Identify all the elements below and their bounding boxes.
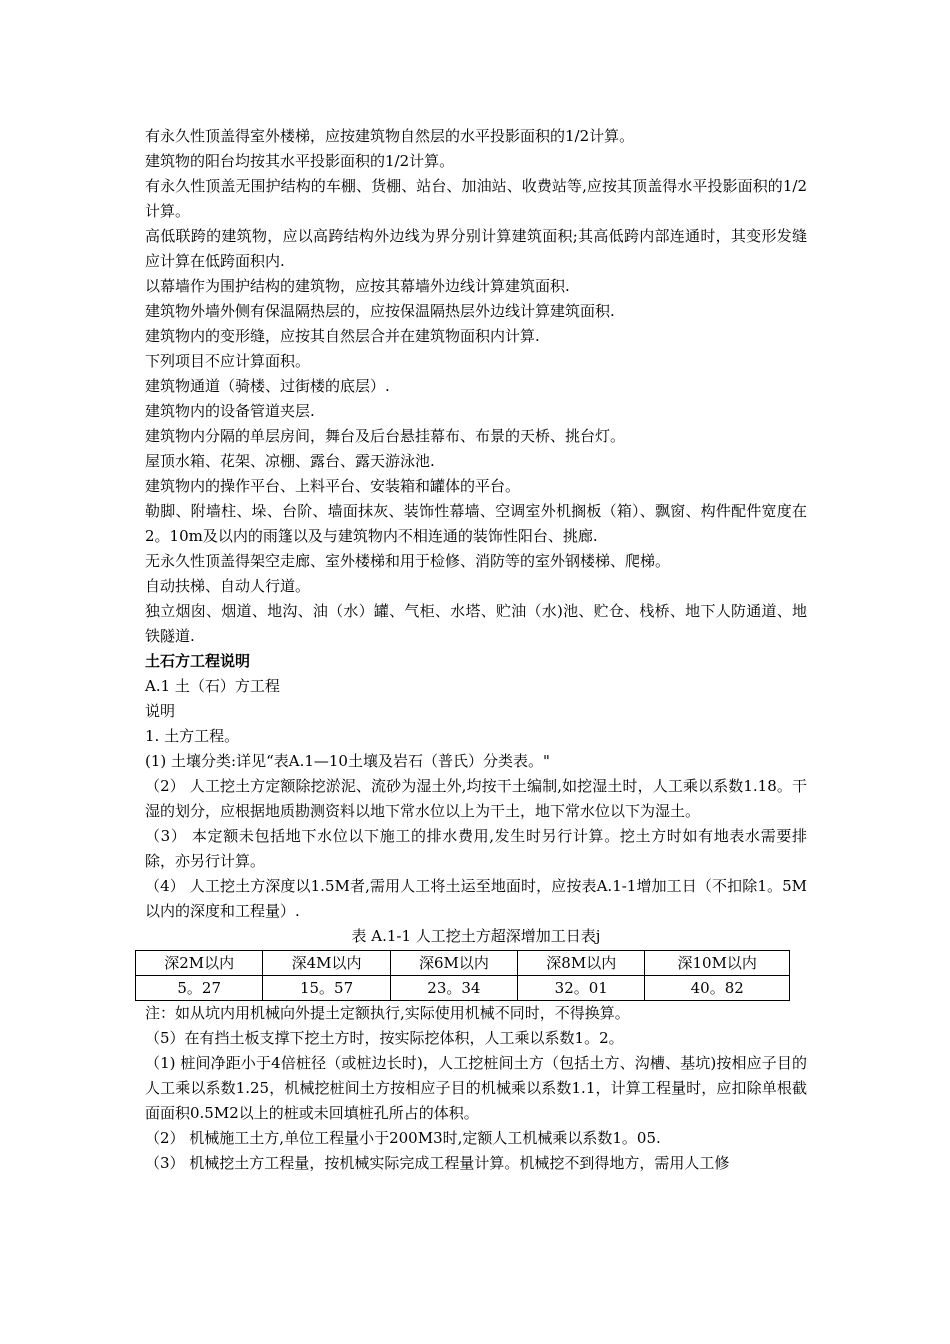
paragraph: 以幕墙作为围护结构的建筑物，应按其幕墙外边线计算建筑面积. xyxy=(145,277,570,295)
table-header-cell: 深10M以内 xyxy=(645,951,790,976)
table-cell: 5。27 xyxy=(136,976,263,1001)
paragraph: 建筑物的阳台均按其水平投影面积的1/2计算。 xyxy=(145,152,455,170)
table-caption: 表 A.1-1 人工挖土方超深增加工日表j xyxy=(351,927,601,945)
paragraph: 建筑物内的设备管道夹层. xyxy=(145,402,315,420)
table-header-cell: 深4M以内 xyxy=(263,951,390,976)
paragraph: 建筑物外墙外侧有保温隔热层的，应按保温隔热层外边线计算建筑面积. xyxy=(145,302,615,320)
table-cell: 23。34 xyxy=(390,976,517,1001)
table-header-cell: 深8M以内 xyxy=(518,951,645,976)
paragraph: （5）在有挡土板支撑下挖土方时，按实际挖体积，人工乘以系数1。2。 xyxy=(145,1029,624,1047)
paragraph: A.1 土（石）方工程 xyxy=(145,677,280,695)
table-cell: 32。01 xyxy=(518,976,645,1001)
paragraph: (1) 土壤分类:详见“表A.1—10土壤及岩石（普氏）分类表。" xyxy=(145,752,550,770)
paragraph: （2） 机械施工土方,单位工程量小于200M3时,定额人工机械乘以系数1。05. xyxy=(145,1129,661,1147)
section-earthwork xyxy=(145,674,807,924)
table-cell: 15。57 xyxy=(263,976,390,1001)
paragraph: 有永久性顶盖无围护结构的车棚、货棚、站台、加油站、收费站等,应按其顶盖得水平投影面积的1/2计算。 xyxy=(145,177,807,220)
paragraph: 1. 土方工程。 xyxy=(145,727,240,745)
overdepth-table xyxy=(135,950,790,1001)
section-notes xyxy=(145,1001,807,1176)
section-heading: 土石方工程说明 xyxy=(145,652,251,670)
paragraph: 建筑物内的操作平台、上料平台、安装箱和罐体的平台。 xyxy=(145,477,521,495)
paragraph: 高低联跨的建筑物，应以高跨结构外边线为界分别计算建筑面积;其高低跨内部连通时，其变形发缝应计算在低跨面积内. xyxy=(145,227,807,270)
paragraph: （1) 桩间净距小于4倍桩径（或桩边长时)，人工挖桩间土方（包括土方、沟槽、基坑)按相应子目的人工乘以系数1.25，机械挖桩间土方按相应子目的机械乘以系数1.1，计算工程量时，应扣除单根截面面积0.5M2以上的桩或未回填桩孔所占的体积。 xyxy=(145,1054,807,1122)
paragraph: 下列项目不应计算面积。 xyxy=(145,352,311,370)
table-header-cell: 深6M以内 xyxy=(390,951,517,976)
paragraph: 建筑物内的变形缝，应按其自然层合并在建筑物面积内计算. xyxy=(145,327,540,345)
paragraph: 独立烟囱、烟道、地沟、油（水）罐、气柜、水塔、贮油（水)池、贮仓、栈桥、地下人防通道、地铁隧道. xyxy=(145,602,807,645)
paragraph: 建筑物通道（骑楼、过街楼的底层）. xyxy=(145,377,390,395)
section-building-area xyxy=(145,124,807,649)
paragraph: （4） 人工挖土方深度以1.5M者,需用人工将土运至地面时，应按表A.1-1增加工日（不扣除1。5M以内的深度和工程量）. xyxy=(145,877,807,920)
paragraph: 说明 xyxy=(145,702,176,720)
paragraph: 自动扶梯、自动人行道。 xyxy=(145,577,311,595)
document-page xyxy=(145,124,807,1176)
table-header-cell: 深2M以内 xyxy=(136,951,263,976)
table-header-row xyxy=(136,951,790,976)
paragraph: 勒脚、附墙柱、垛、台阶、墙面抹灰、装饰性幕墙、空调室外机搁板（箱）、飘窗、构件配件宽度在2。10m及以内的雨篷以及与建筑物内不相连通的装饰性阳台、挑廊. xyxy=(145,502,807,545)
paragraph: 注：如从坑内用机械向外提土定额执行,实际使用机械不同时，不得换算。 xyxy=(145,1004,630,1022)
table-cell: 40。82 xyxy=(645,976,790,1001)
table-row xyxy=(136,976,790,1001)
paragraph: （2） 人工挖土方定额除挖淤泥、流砂为湿土外,均按干土编制,如挖湿土时，人工乘以系数1.18。干湿的划分，应根据地质勘测资料以地下常水位以上为干土，地下常水位以下为湿土。 xyxy=(145,777,807,820)
paragraph: （3） 本定额未包括地下水位以下施工的排水费用,发生时另行计算。挖土方时如有地表水需要排除，亦另行计算。 xyxy=(145,827,807,870)
paragraph: 有永久性顶盖得室外楼梯，应按建筑物自然层的水平投影面积的1/2计算。 xyxy=(145,127,635,145)
paragraph: （3） 机械挖土方工程量，按机械实际完成工程量计算。机械挖不到得地方，需用人工修 xyxy=(145,1154,730,1172)
paragraph: 无永久性顶盖得架空走廊、室外楼梯和用于检修、消防等的室外钢楼梯、爬梯。 xyxy=(145,552,671,570)
paragraph: 建筑物内分隔的单层房间，舞台及后台悬挂幕布、布景的天桥、挑台灯。 xyxy=(145,427,626,445)
paragraph: 屋顶水箱、花架、凉棚、露台、露天游泳池. xyxy=(145,452,435,470)
